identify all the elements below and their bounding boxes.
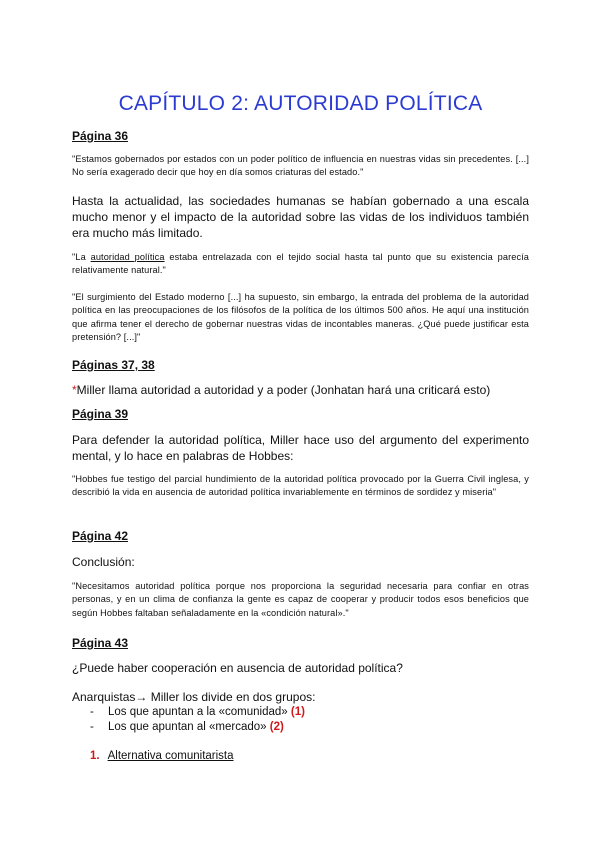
quote-hobbes-guerra-civil: "Hobbes fue testigo del parcial hundimiento de la autoridad política provocado por la Guerra Civil inglesa, y describió la vida en ausencia de autoridad política invariablemente en términos de sordidez y miseria": [72, 474, 529, 498]
heading-page-43: Página 43: [72, 636, 129, 650]
dash-bullet: -: [90, 721, 94, 733]
list-item-number: (2): [269, 721, 284, 733]
numbered-item-label: Alternativa comunitarista: [107, 750, 234, 762]
quote-text: "La: [72, 252, 91, 262]
quote-criaturas-del-estado: "Estamos gobernados por estados con un poder político de influencia en nuestras vidas sin precedentes. [...] No sería exagerado decir que hoy en día somos criaturas del estado.": [72, 154, 529, 178]
numbered-item-marker: 1.: [90, 750, 100, 762]
asterisk-marker: *: [72, 383, 77, 397]
heading-pages-37-38: Páginas 37, 38: [72, 358, 155, 372]
quote-text: estaba entrelazada con el tejido social hasta tal punto que su existencia parecía relativamente natural.": [72, 252, 529, 276]
anarquistas-line: Anarquistas→ Miller los divide en dos grupos:: [72, 690, 316, 704]
heading-page-39: Página 39: [72, 407, 129, 421]
list-item-comunidad: [108, 706, 305, 718]
autoridad-politica-underlined: autoridad política: [90, 252, 165, 262]
heading-page-36: Página 36: [72, 129, 129, 143]
list-item-text: Los que apuntan al «mercado»: [108, 721, 267, 733]
paragraph-escala-menor: Hasta la actualidad, las sociedades humanas se habían gobernado a una escala mucho menor y el impacto de la autoridad sobre las vidas de los individuos también era mucho más limitado.: [72, 194, 529, 241]
chapter-title: CAPÍTULO 2: AUTORIDAD POLÍTICA: [118, 92, 483, 115]
heading-page-42: Página 42: [72, 529, 129, 543]
note-text: Miller llama autoridad a autoridad y a poder (Jonhatan hará una criticará esto): [76, 383, 491, 397]
list-item-number: (1): [290, 706, 305, 718]
quote-autoridad-entrelazada: [72, 251, 529, 278]
numbered-item-alternativa: [90, 750, 234, 762]
quote-conclusion: "Necesitamos autoridad política porque nos proporciona la seguridad necesaria para confiar en otras personas, y en un clima de confianza la gente es capaz de cooperar y producir todos esos beneficios que según Hobbes faltaban señaladamente en la «condición natural».": [72, 581, 529, 618]
question-cooperacion: ¿Puede haber cooperación en ausencia de autoridad política?: [72, 661, 403, 675]
dash-bullet: -: [90, 706, 94, 718]
note-miller-autoridad: [72, 382, 529, 398]
list-item-mercado: [108, 721, 284, 733]
list-item-text: Los que apuntan a la «comunidad»: [108, 706, 288, 718]
quote-estado-moderno: "El surgimiento del Estado moderno [...] ha supuesto, sin embargo, la entrada del problema de la autoridad política en las preocupaciones de los filósofos de la política de los últimos 500 años. He aquí una institución que afirma tener el derecho de gobernar nuestras vidas de incontables maneras. ¿Qué puede justificar esta pretensión? [...]": [72, 292, 529, 343]
conclusion-label: Conclusión:: [72, 555, 135, 569]
paragraph-experimento-mental: Para defender la autoridad política, Miller hace uso del argumento del experimento mental, y lo hace en palabras de Hobbes:: [72, 433, 529, 464]
